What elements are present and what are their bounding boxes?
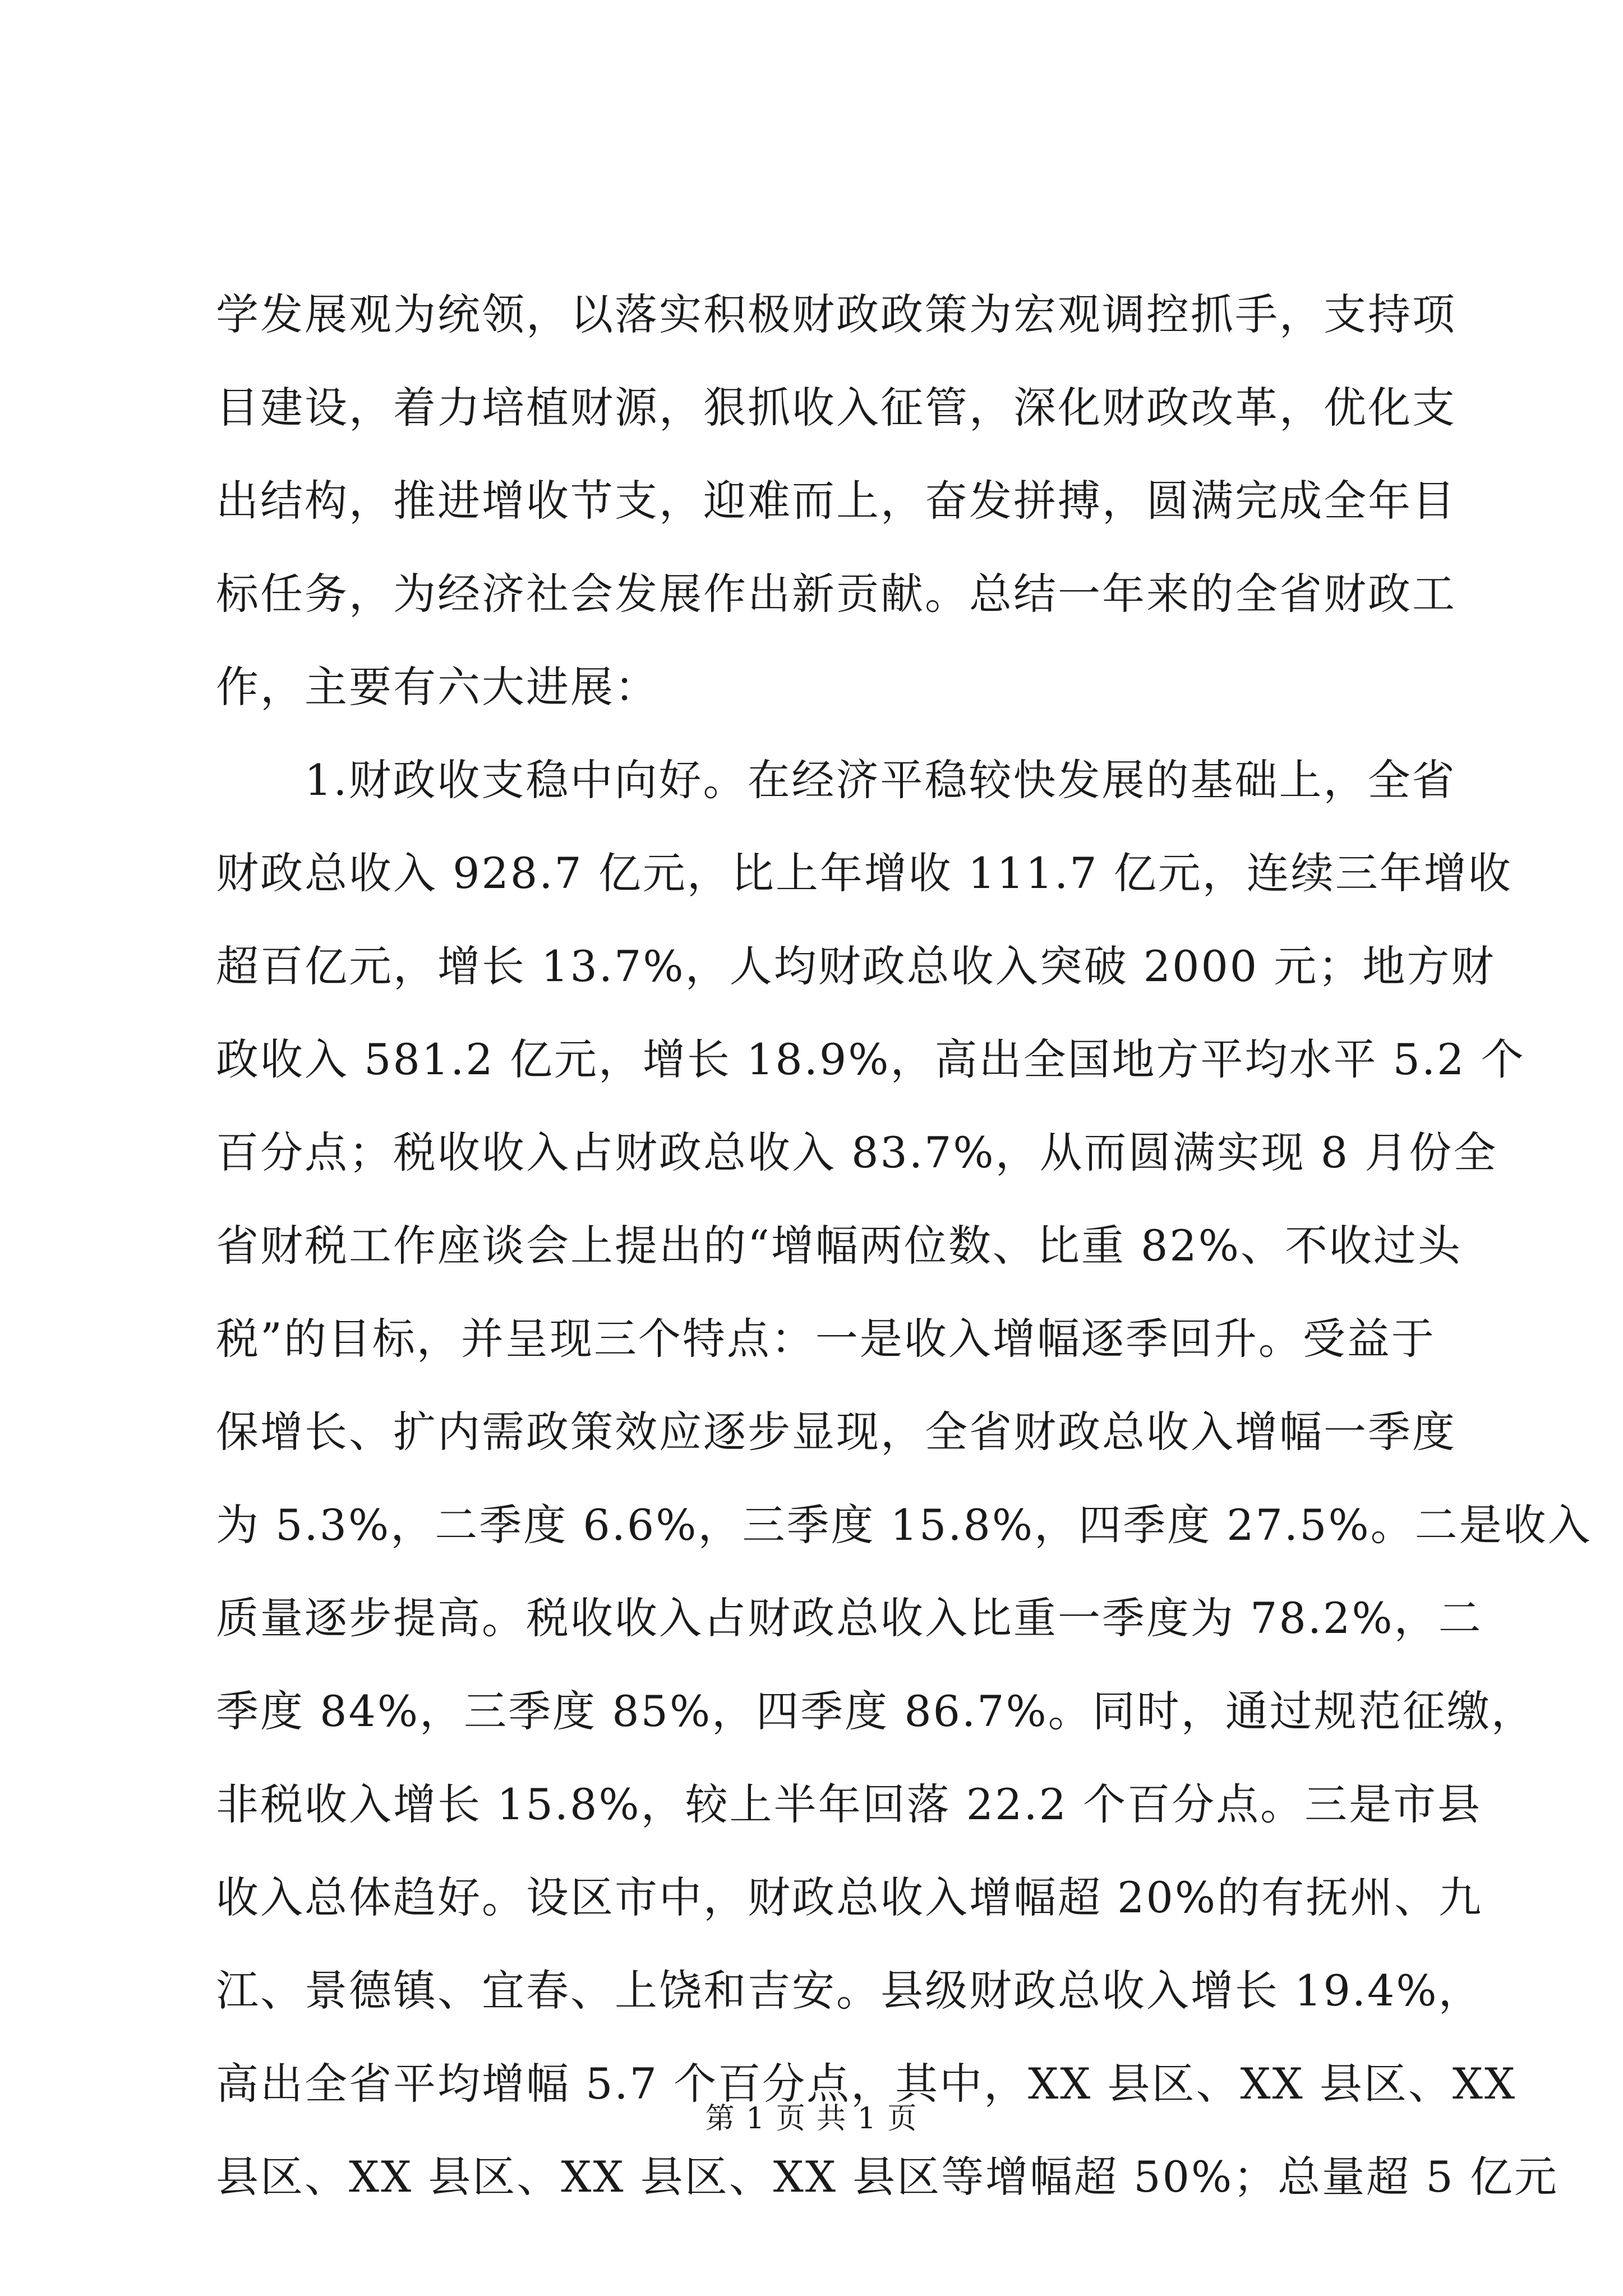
text-line: 季度 84%，三季度 85%，四季度 86.7%。同时，通过规范征缴， [216,1686,1536,1736]
text-line: 目建设，着力培植财源，狠抓收入征管，深化财政改革，优化支 [216,383,1456,432]
text-line: 财政总收入 928.7 亿元，比上年增收 111.7 亿元，连续三年增收 [216,848,1513,898]
text-line: 税”的目标，并呈现三个特点：一是收入增幅逐季回升。受益于 [216,1314,1436,1364]
text-line: 收入总体趋好。设区市中，财政总收入增幅超 20%的有抚州、九 [216,1872,1483,1922]
text-line: 江、景德镇、宜春、上饶和吉安。县级财政总收入增长 19.4%， [216,1966,1483,2016]
page-number-label: 第 1 页 共 1 页 [705,2102,918,2136]
text-line: 非税收入增长 15.8%，较上半年回落 22.2 个百分点。三是市县 [216,1779,1482,1829]
text-line: 标任务，为经济社会发展作出新贡献。总结一年来的全省财政工 [216,569,1456,619]
text-line: 为 5.3%，二季度 6.6%，三季度 15.8%，四季度 27.5%。二是收入 [216,1500,1592,1550]
body-text [216,268,1592,2224]
text-line: 质量逐步提高。税收收入占财政总收入比重一季度为 78.2%，二 [216,1593,1483,1643]
text-line: 超百亿元，增长 13.7%，人均财政总收入突破 2000 元；地方财 [216,941,1496,991]
text-line: 高出全省平均增幅 5.7 个百分点，其中，XX 县区、XX 县区、XX [216,2059,1517,2109]
paragraph-first-line: 1.财政收支稳中向好。在经济平稳较快发展的基础上，全省 [305,755,1456,805]
text-line: 保增长、扩内需政策效应逐步显现，全省财政总收入增幅一季度 [216,1407,1456,1457]
text-line: 作，主要有六大进展： [216,662,659,712]
text-line: 政收入 581.2 亿元，增长 18.9%，高出全国地方平均水平 5.2 个 [216,1034,1525,1084]
text-line: 百分点；税收收入占财政总收入 83.7%，从而圆满实现 8 月份全 [216,1128,1498,1177]
text-line: 省财税工作座谈会上提出的“增幅两位数、比重 82%、不收过头 [216,1221,1462,1271]
page-footer [0,2099,1623,2138]
text-line: 学发展观为统领，以落实积极财政政策为宏观调控抓手，支持项 [216,289,1456,339]
text-line: 县区、XX 县区、XX 县区、XX 县区等增幅超 50%；总量超 5 亿元 [216,2152,1559,2202]
text-line: 出结构，推进增收节支，迎难而上，奋发拼搏，圆满完成全年目 [216,476,1456,526]
